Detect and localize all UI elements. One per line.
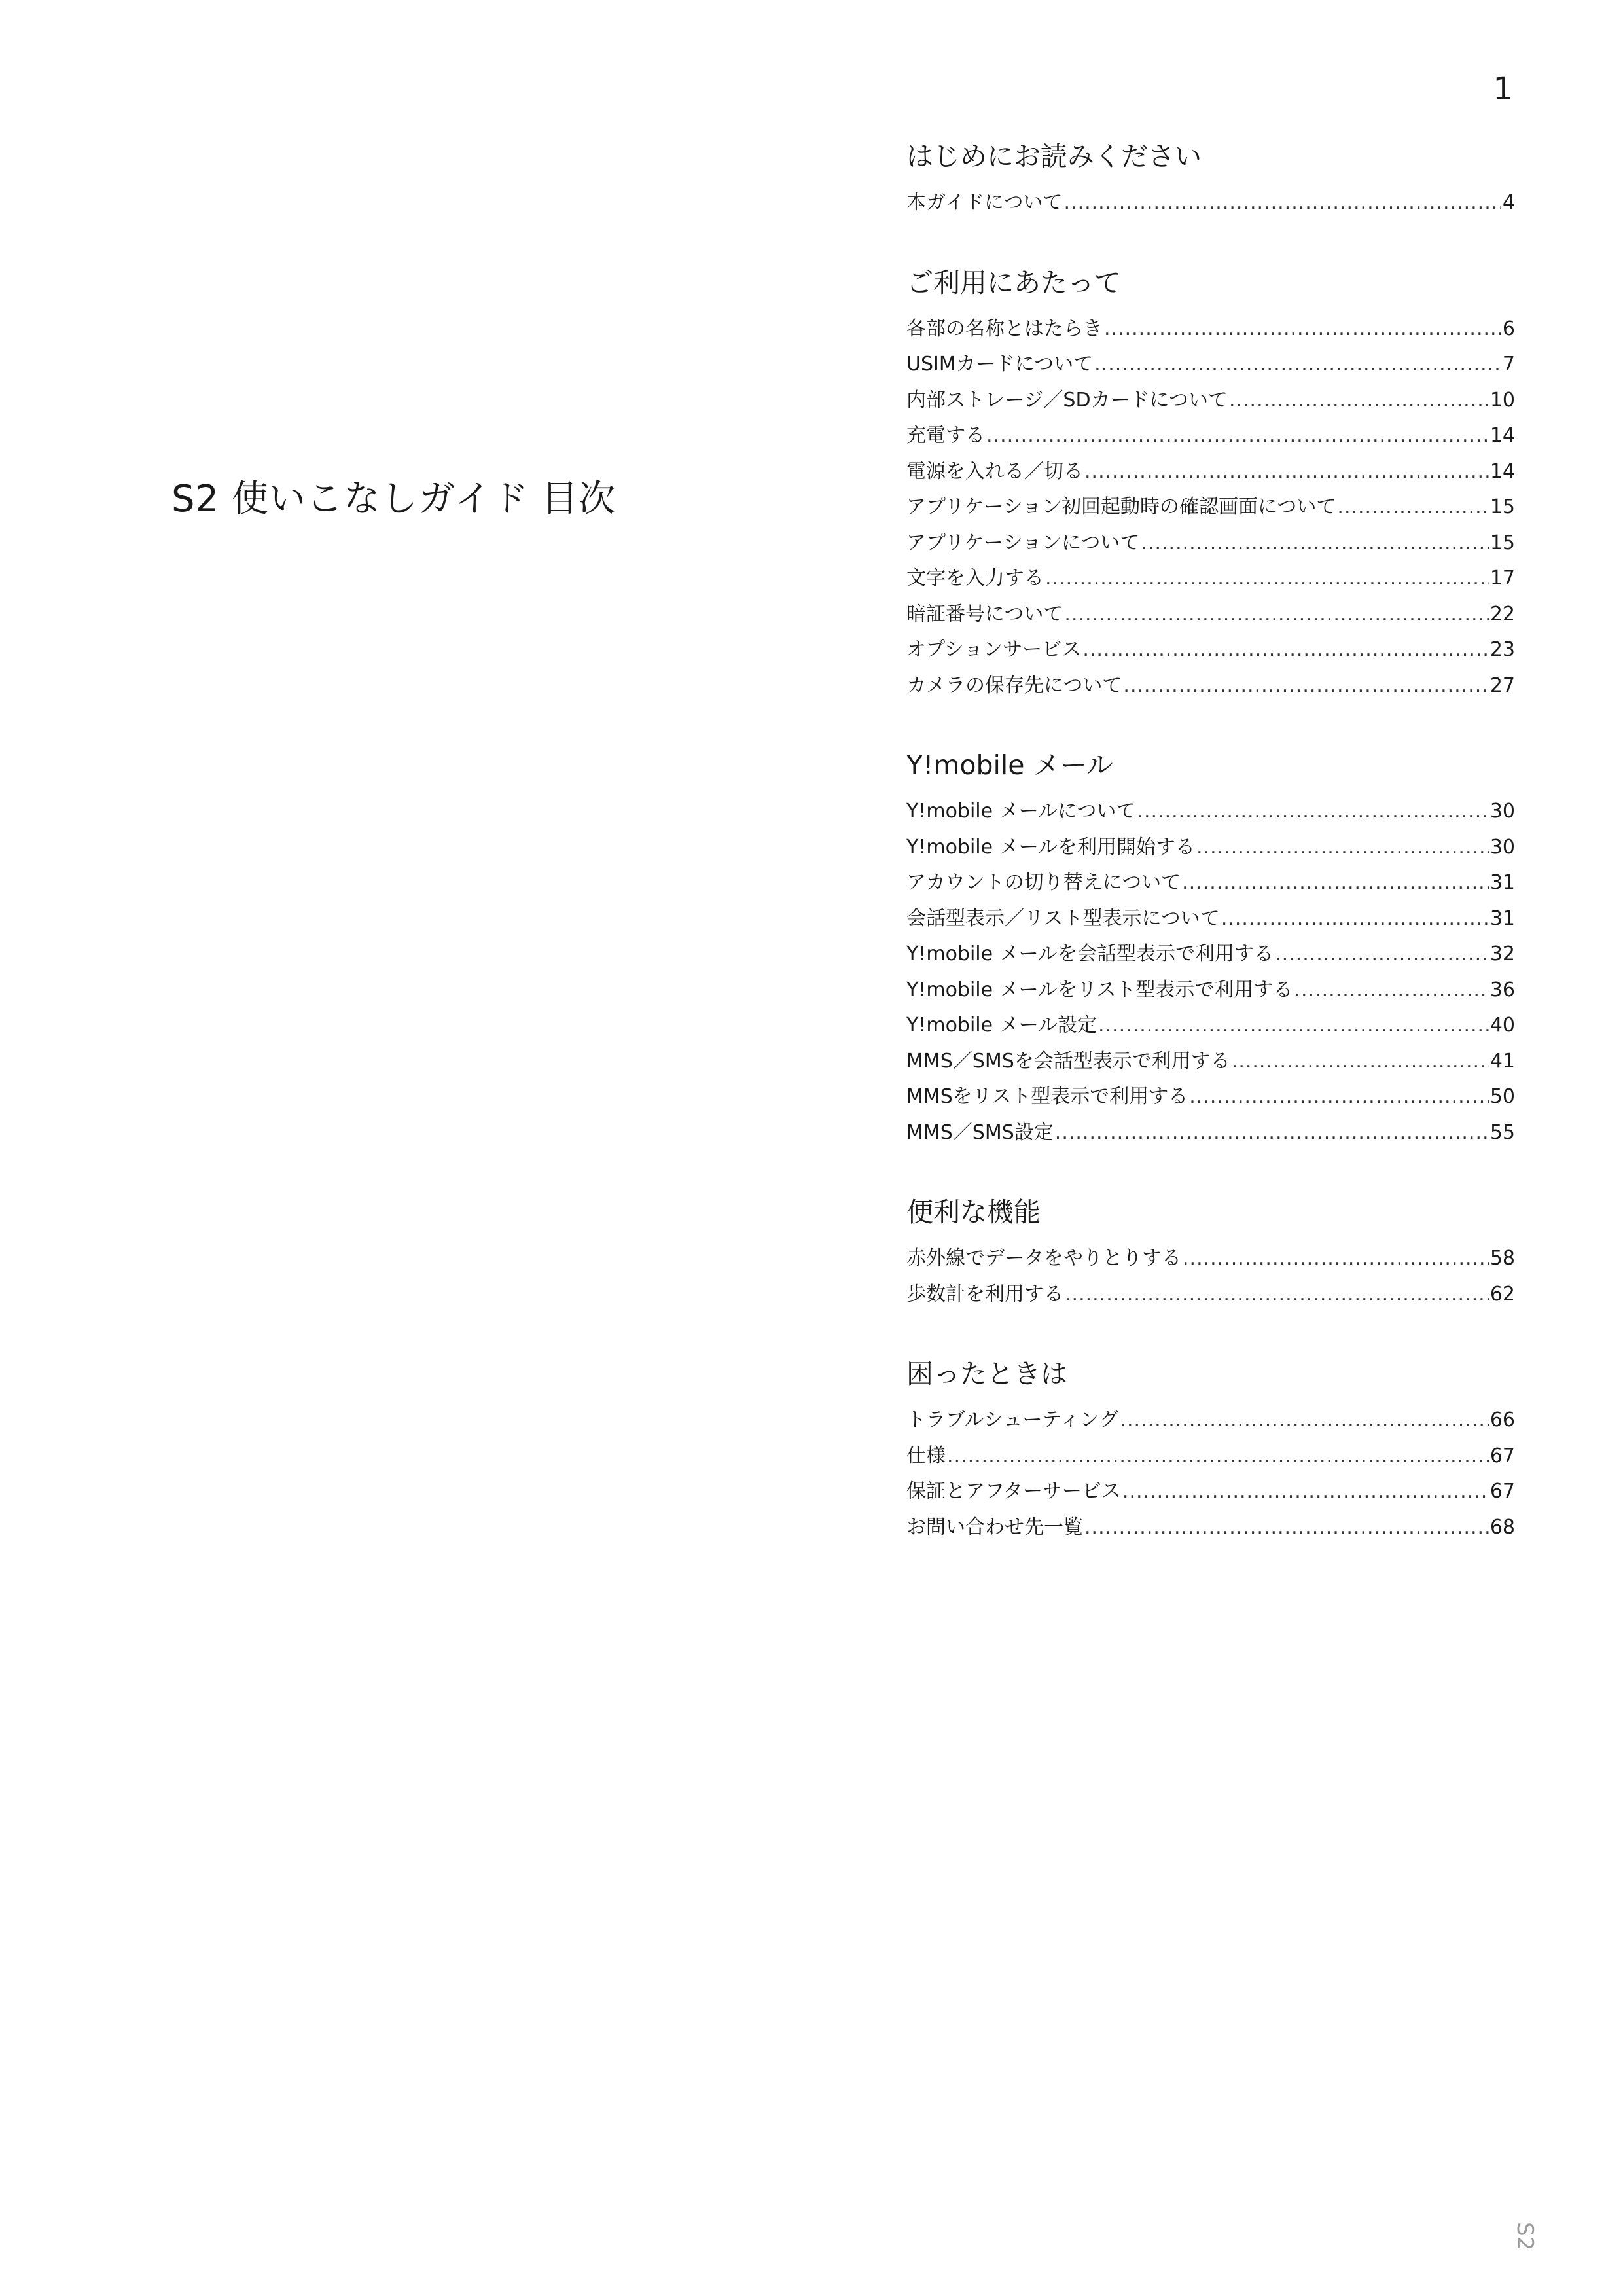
- toc-entry-label: Y!mobile メールを会話型表示で利用する: [906, 942, 1274, 965]
- toc-entry-label: 会話型表示／リスト型表示について: [906, 906, 1220, 930]
- dot-leader: [1064, 597, 1488, 633]
- toc-section-heading: 困ったときは: [906, 1358, 1067, 1390]
- toc-entry-page: 27: [1489, 673, 1515, 697]
- toc-entry-page: 17: [1489, 567, 1515, 590]
- toc-entry-label: 歩数計を利用する: [906, 1282, 1063, 1306]
- toc-entry[interactable]: [906, 454, 1515, 490]
- toc-entry-label: MMS／SMS設定: [906, 1121, 1054, 1144]
- toc-entry-page: 67: [1489, 1480, 1515, 1503]
- dot-leader: [947, 1439, 1489, 1475]
- toc-entry-page: 23: [1489, 638, 1515, 661]
- toc-entry-label: アプリケーションについて: [906, 531, 1140, 554]
- toc-entry[interactable]: [906, 1079, 1515, 1115]
- toc-entry-page: 62: [1489, 1282, 1515, 1306]
- toc-entry-label: MMSをリスト型表示で利用する: [906, 1085, 1188, 1108]
- toc-section: [906, 743, 1515, 1151]
- toc-entry-page: 30: [1489, 800, 1515, 823]
- dot-leader: [1122, 1474, 1489, 1510]
- dot-leader: [1082, 632, 1489, 668]
- dot-leader: [1275, 937, 1489, 973]
- toc-entry[interactable]: [906, 668, 1515, 704]
- toc-entry[interactable]: [906, 1044, 1515, 1080]
- document-title: S2 使いこなしガイド 目次: [171, 478, 616, 520]
- toc-entry-label: 本ガイドについて: [906, 191, 1063, 214]
- toc-entry-label: Y!mobile メール設定: [906, 1014, 1097, 1037]
- toc-entry-label: 電源を入れる／切る: [906, 459, 1083, 483]
- page-number: 1: [1493, 71, 1513, 107]
- dot-leader: [1221, 901, 1489, 937]
- dot-leader: [1064, 185, 1501, 221]
- toc-entry[interactable]: [906, 312, 1515, 348]
- toc-entry-label: 充電する: [906, 424, 985, 447]
- toc-entry-label: Y!mobile メールをリスト型表示で利用する: [906, 978, 1293, 1001]
- toc-entry[interactable]: [906, 383, 1515, 419]
- side-mark: S2: [1512, 2222, 1538, 2251]
- toc-entry-page: 68: [1489, 1515, 1515, 1539]
- dot-leader: [1120, 1403, 1488, 1439]
- toc-entry-page: 15: [1489, 531, 1515, 554]
- dot-leader: [1232, 1044, 1489, 1080]
- toc-entry[interactable]: [906, 973, 1515, 1009]
- toc-section-heading: 便利な機能: [906, 1196, 1041, 1228]
- toc-entry-page: 10: [1489, 388, 1515, 412]
- dot-leader: [1189, 1079, 1489, 1115]
- dot-leader: [1104, 312, 1501, 348]
- toc-entry-label: 暗証番号について: [906, 602, 1063, 626]
- toc-entry-label: オプションサービス: [906, 638, 1082, 661]
- toc-entry[interactable]: [906, 1008, 1515, 1044]
- toc-entry-label: MMS／SMSを会話型表示で利用する: [906, 1049, 1230, 1073]
- toc-section: [906, 1352, 1515, 1545]
- toc-section: [906, 134, 1515, 221]
- toc-entry[interactable]: [906, 526, 1515, 562]
- dot-leader: [1094, 347, 1501, 383]
- toc-entry[interactable]: [906, 418, 1515, 454]
- toc-entry-page: 7: [1502, 353, 1515, 376]
- toc-entry[interactable]: [906, 561, 1515, 597]
- toc-entry-page: 22: [1489, 602, 1515, 626]
- dot-leader: [1098, 1008, 1489, 1044]
- toc-entry[interactable]: [906, 830, 1515, 866]
- dot-leader: [1045, 561, 1489, 597]
- toc-entry[interactable]: [906, 1277, 1515, 1313]
- toc-entry-page: 4: [1502, 191, 1515, 214]
- dot-leader: [1229, 383, 1489, 419]
- toc-entry-page: 6: [1502, 317, 1515, 340]
- toc-entry[interactable]: [906, 865, 1515, 901]
- toc-entry[interactable]: [906, 632, 1515, 668]
- dot-leader: [1337, 490, 1488, 526]
- dot-leader: [1084, 454, 1489, 490]
- toc-entry[interactable]: [906, 937, 1515, 973]
- dot-leader: [1084, 1510, 1489, 1546]
- toc-entry-page: 31: [1489, 906, 1515, 930]
- dot-leader: [1123, 668, 1488, 704]
- toc-section-heading: はじめにお読みください: [906, 141, 1202, 172]
- toc-entry-page: 14: [1489, 424, 1515, 447]
- dot-leader: [1141, 526, 1488, 562]
- dot-leader: [1137, 794, 1488, 830]
- toc-entry[interactable]: [906, 1115, 1515, 1151]
- toc-entry-page: 67: [1489, 1444, 1515, 1467]
- toc-entry[interactable]: [906, 597, 1515, 633]
- toc-entry-label: USIMカードについて: [906, 353, 1094, 376]
- dot-leader: [1196, 830, 1489, 866]
- toc-section: [906, 1190, 1515, 1312]
- toc-entry-label: 保証とアフターサービス: [906, 1480, 1121, 1503]
- toc-entry-label: カメラの保存先について: [906, 673, 1122, 697]
- dot-leader: [1065, 1277, 1489, 1313]
- toc-entry-label: 赤外線でデータをやりとりする: [906, 1247, 1181, 1270]
- toc-entry[interactable]: [906, 1510, 1515, 1546]
- toc-entry[interactable]: [906, 794, 1515, 830]
- dot-leader: [1183, 1241, 1489, 1277]
- toc-section-heading: ご利用にあたって: [906, 266, 1121, 298]
- toc-entry-label: Y!mobile メールを利用開始する: [906, 835, 1196, 859]
- toc-entry-page: 30: [1489, 835, 1515, 859]
- toc-entry-label: 文字を入力する: [906, 567, 1044, 590]
- toc-entry-label: アプリケーション初回起動時の確認画面について: [906, 495, 1336, 518]
- toc-entry-label: 内部ストレージ／SDカードについて: [906, 388, 1228, 412]
- toc-entry-label: お問い合わせ先一覧: [906, 1515, 1083, 1539]
- dot-leader: [986, 418, 1489, 454]
- toc-entry[interactable]: [906, 1474, 1515, 1510]
- toc-entry-page: 50: [1489, 1085, 1515, 1108]
- toc-section: [906, 260, 1515, 704]
- toc-entry-page: 40: [1489, 1014, 1515, 1037]
- toc-entry-page: 66: [1489, 1408, 1515, 1431]
- table-of-contents: [906, 134, 1515, 1585]
- toc-entry[interactable]: [906, 185, 1515, 221]
- dot-leader: [1055, 1115, 1489, 1151]
- toc-entry[interactable]: [906, 1403, 1515, 1439]
- toc-entry-page: 14: [1489, 459, 1515, 483]
- toc-entry-label: トラブルシューティング: [906, 1408, 1119, 1431]
- toc-entry-label: 仕様: [906, 1444, 946, 1467]
- toc-entry-page: 31: [1489, 871, 1515, 894]
- toc-entry-page: 58: [1489, 1247, 1515, 1270]
- toc-entry[interactable]: [906, 490, 1515, 526]
- toc-entry-page: 55: [1489, 1121, 1515, 1144]
- toc-entry-page: 36: [1489, 978, 1515, 1001]
- toc-entry-label: Y!mobile メールについて: [906, 800, 1136, 823]
- dot-leader: [1182, 865, 1489, 901]
- toc-entry[interactable]: [906, 1439, 1515, 1475]
- toc-entry-label: アカウントの切り替えについて: [906, 871, 1181, 894]
- dot-leader: [1294, 973, 1488, 1009]
- toc-section-heading: Y!mobile メール: [906, 749, 1113, 781]
- toc-entry-page: 32: [1489, 942, 1515, 965]
- toc-entry[interactable]: [906, 1241, 1515, 1277]
- toc-entry-page: 41: [1489, 1049, 1515, 1073]
- toc-entry-page: 15: [1489, 495, 1515, 518]
- toc-entry[interactable]: [906, 347, 1515, 383]
- toc-entry-label: 各部の名称とはたらき: [906, 317, 1103, 340]
- toc-entry[interactable]: [906, 901, 1515, 937]
